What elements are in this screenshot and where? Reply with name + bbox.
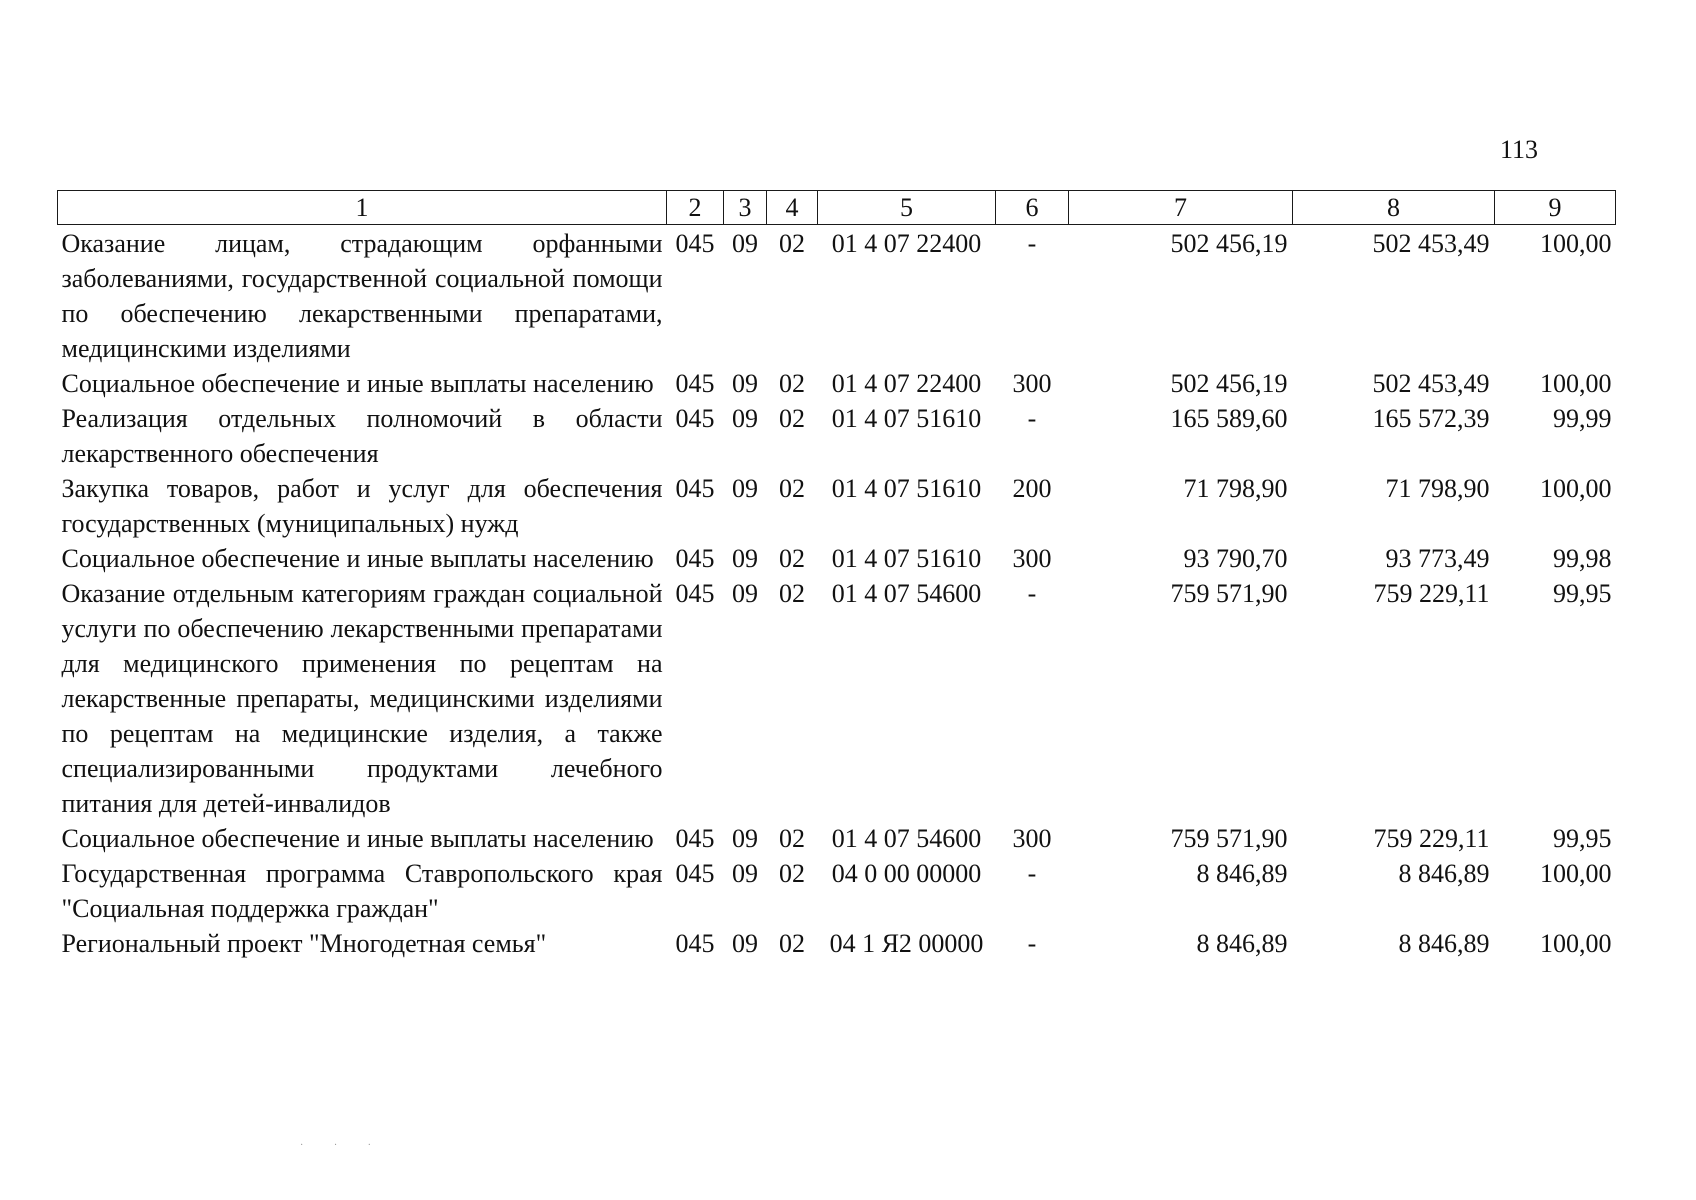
page-number: 113 [1500, 135, 1539, 164]
code-cell: 045 [675, 474, 715, 503]
code-cell: 045 [675, 404, 715, 433]
code-cell: 045 [675, 229, 715, 258]
code-cell: 01 4 07 22400 [831, 369, 982, 398]
code-cell: 02 [779, 579, 805, 608]
code-cell: 045 [675, 369, 715, 398]
table-row [58, 821, 1616, 856]
percent-cell: 100,00 [1540, 929, 1612, 958]
budget-table [57, 190, 1616, 961]
code-cell: 01 4 07 54600 [831, 579, 982, 608]
code-cell: 200 [1012, 474, 1052, 503]
table-body [58, 225, 1616, 962]
code-cell: - [1027, 859, 1037, 888]
code-cell: 09 [732, 544, 758, 573]
code-cell: 300 [1012, 544, 1052, 573]
code-cell: - [1027, 929, 1037, 958]
amount-cell: 165 589,60 [1170, 404, 1288, 433]
code-cell: 02 [779, 859, 805, 888]
code-cell: 04 0 00 00000 [831, 859, 982, 888]
code-cell: 045 [675, 929, 715, 958]
code-cell: 01 4 07 54600 [831, 824, 982, 853]
code-cell: 09 [732, 929, 758, 958]
row-name-cell: Государственная программа Ставропольского края "Социальная поддержка граждан" [61, 859, 663, 923]
row-name-cell: Реализация отдельных полномочий в области лекарственного обеспечения [61, 404, 663, 468]
code-cell: 01 4 07 51610 [831, 474, 982, 503]
amount-cell: 71 798,90 [1183, 474, 1288, 503]
table-row [58, 926, 1616, 961]
column-header: 7 [1069, 191, 1293, 225]
column-header: 1 [58, 191, 667, 225]
amount-cell: 8 846,89 [1398, 859, 1490, 888]
code-cell: 02 [779, 474, 805, 503]
percent-cell: 100,00 [1540, 859, 1612, 888]
percent-cell: 100,00 [1540, 229, 1612, 258]
amount-cell: 71 798,90 [1385, 474, 1490, 503]
table-row [58, 856, 1616, 926]
row-name-cell: Региональный проект "Многодетная семья" [61, 929, 547, 958]
code-cell: 01 4 07 51610 [831, 544, 982, 573]
table-row [58, 576, 1616, 821]
code-cell: 02 [779, 824, 805, 853]
code-cell: 09 [732, 474, 758, 503]
row-name-cell: Социальное обеспечение и иные выплаты населению [61, 369, 654, 398]
code-cell: 01 4 07 22400 [831, 229, 982, 258]
amount-cell: 165 572,39 [1372, 404, 1490, 433]
code-cell: 02 [779, 929, 805, 958]
amount-cell: 8 846,89 [1196, 929, 1288, 958]
column-header: 5 [818, 191, 996, 225]
code-cell: 01 4 07 51610 [831, 404, 982, 433]
code-cell: 02 [779, 369, 805, 398]
code-cell: 045 [675, 859, 715, 888]
code-cell: 045 [675, 579, 715, 608]
code-cell: - [1027, 229, 1037, 258]
code-cell: 09 [732, 824, 758, 853]
row-name-cell: Оказание отдельным категориям граждан социальной услуги по обеспечению лекарственными препаратами для медицинского применения по рецептам на лекарственные препараты, медицинскими изделиями по рецептам на медицинские изделия, а также специализированными продуктами лечебного питания для детей-инвалидов [61, 579, 663, 818]
column-header: 9 [1495, 191, 1616, 225]
code-cell: 09 [732, 404, 758, 433]
code-cell: 02 [779, 544, 805, 573]
amount-cell: 502 453,49 [1372, 369, 1490, 398]
code-cell: 09 [732, 369, 758, 398]
table-row [58, 366, 1616, 401]
column-number-row [58, 191, 1616, 225]
code-cell: 02 [779, 229, 805, 258]
percent-cell: 99,95 [1553, 579, 1612, 608]
code-cell: 09 [732, 859, 758, 888]
amount-cell: 759 229,11 [1373, 824, 1490, 853]
percent-cell: 100,00 [1540, 369, 1612, 398]
code-cell: 045 [675, 824, 715, 853]
code-cell: 09 [732, 579, 758, 608]
row-name-cell: Социальное обеспечение и иные выплаты населению [61, 544, 654, 573]
scan-specks: · · · [300, 1140, 385, 1151]
row-name-cell: Оказание лицам, страдающим орфанными заболеваниями, государственной социальной помощи по обеспечению лекарственными препаратами, медицинскими изделиями [61, 229, 663, 363]
percent-cell: 99,98 [1553, 544, 1612, 573]
percent-cell: 99,99 [1553, 404, 1612, 433]
code-cell: 04 1 Я2 00000 [829, 929, 984, 958]
amount-cell: 93 790,70 [1183, 544, 1288, 573]
column-header: 6 [996, 191, 1069, 225]
code-cell: 02 [779, 404, 805, 433]
table-row [58, 471, 1616, 541]
amount-cell: 502 456,19 [1170, 369, 1288, 398]
row-name-cell: Закупка товаров, работ и услуг для обеспечения государственных (муниципальных) нужд [61, 474, 663, 538]
column-header: 4 [767, 191, 818, 225]
amount-cell: 93 773,49 [1385, 544, 1490, 573]
amount-cell: 759 571,90 [1170, 579, 1288, 608]
code-cell: - [1027, 404, 1037, 433]
column-header: 2 [667, 191, 724, 225]
percent-cell: 100,00 [1540, 474, 1612, 503]
column-header: 8 [1293, 191, 1495, 225]
amount-cell: 759 229,11 [1373, 579, 1490, 608]
percent-cell: 99,95 [1553, 824, 1612, 853]
amount-cell: 8 846,89 [1196, 859, 1288, 888]
amount-cell: 8 846,89 [1398, 929, 1490, 958]
amount-cell: 502 456,19 [1170, 229, 1288, 258]
code-cell: 045 [675, 544, 715, 573]
code-cell: - [1027, 579, 1037, 608]
table-row [58, 401, 1616, 471]
code-cell: 09 [732, 229, 758, 258]
code-cell: 300 [1012, 369, 1052, 398]
amount-cell: 502 453,49 [1372, 229, 1490, 258]
table-row [58, 225, 1616, 367]
amount-cell: 759 571,90 [1170, 824, 1288, 853]
code-cell: 300 [1012, 824, 1052, 853]
table-row [58, 541, 1616, 576]
row-name-cell: Социальное обеспечение и иные выплаты населению [61, 824, 654, 853]
column-header: 3 [724, 191, 767, 225]
